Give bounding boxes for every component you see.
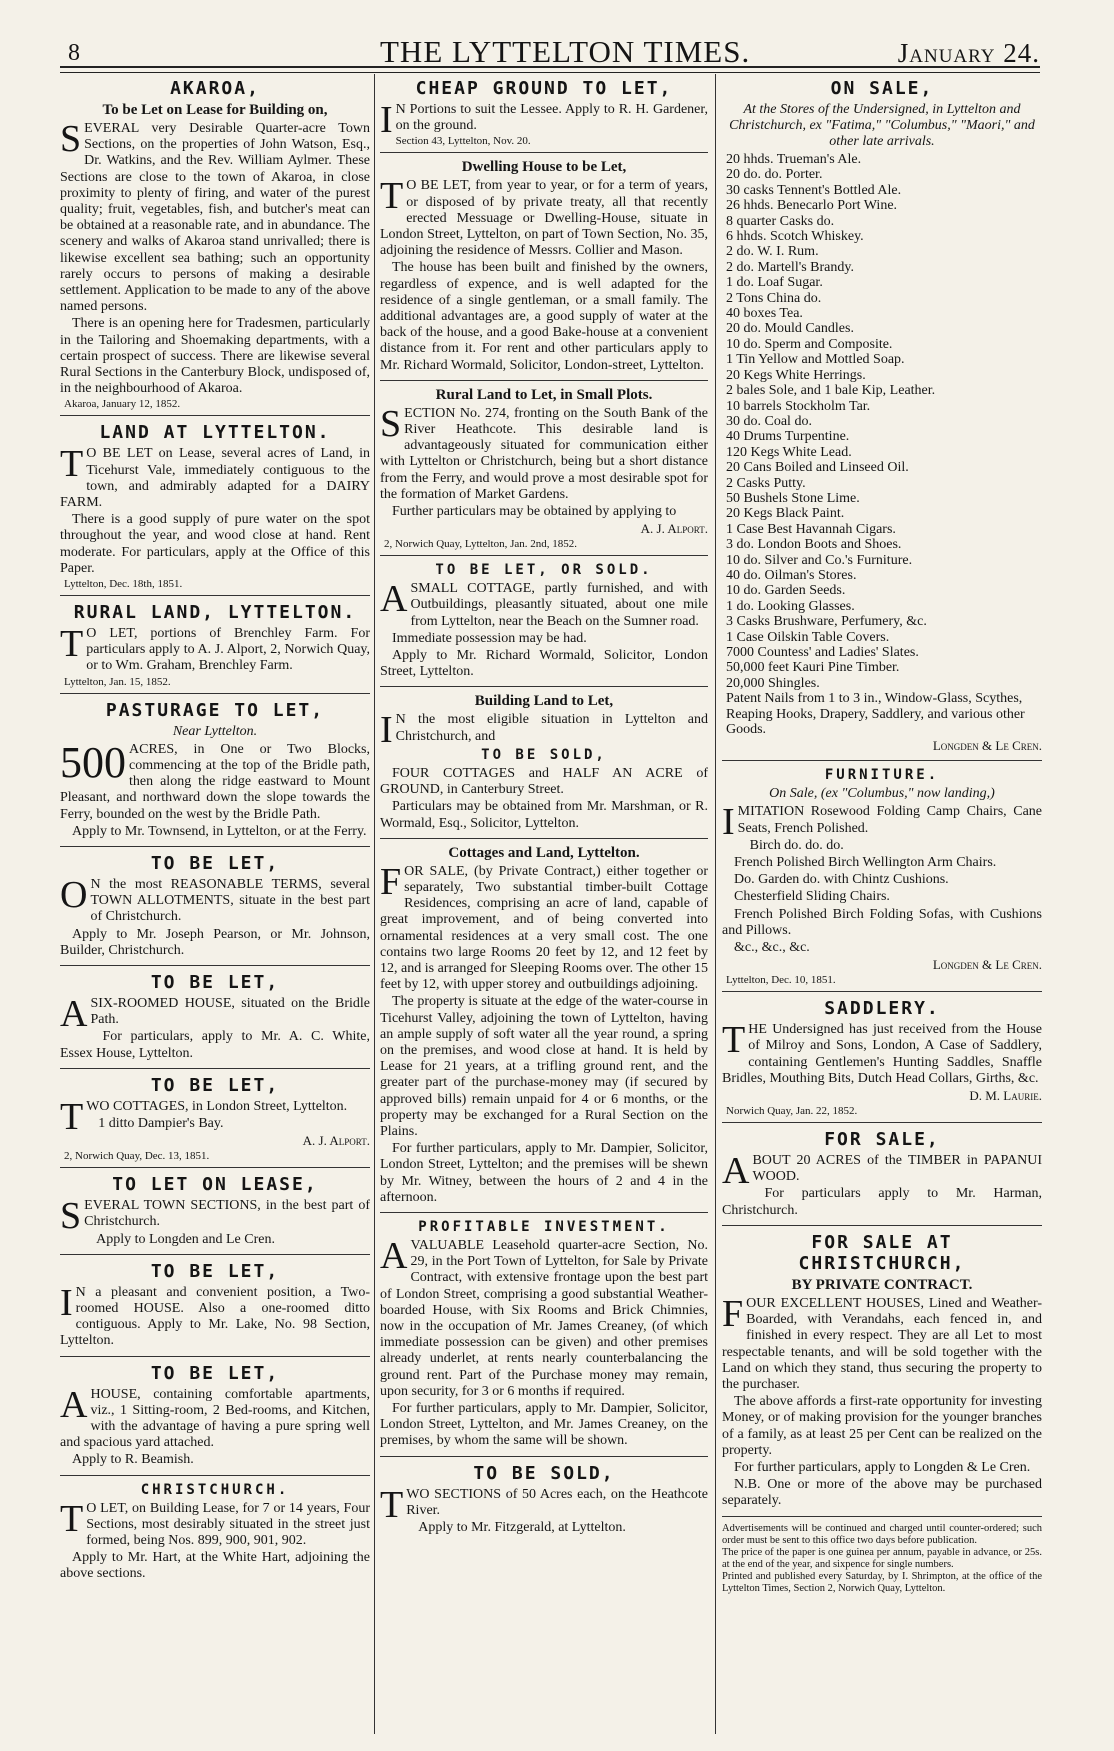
drop-cap: I [722, 801, 735, 844]
dateline: Norwich Quay, Jan. 22, 1852. [726, 1105, 858, 1118]
goods-item: 2 bales Sole, and 1 bale Kip, Leather. [726, 383, 936, 399]
advertisement [60, 1363, 370, 1476]
notice-line: The price of the paper is one guinea per annum, payable in advance, or 25s. at the end of the year, and sixpence for single numbers. [722, 1546, 1042, 1570]
advertisement [380, 387, 708, 556]
advertisement [60, 602, 370, 694]
ad-subheading: Building Land to Let, [474, 693, 614, 710]
drop-cap: I [60, 1281, 73, 1324]
column-1 [60, 76, 370, 1595]
paragraph-text: 1 ditto Dampier's Bay. [98, 1115, 224, 1131]
ad-paragraph [60, 992, 370, 1035]
paragraph-text: SMALL COTTAGE, partly furnished, and with Outbuildings, pleasantly situated, about one mile from Lyttelton, near the Beach on the Sumner road. [410, 581, 708, 629]
goods-item: 20 Kegs Black Paint. [726, 506, 845, 522]
ad-heading: FURNITURE. [824, 767, 940, 784]
ad-heading: TO BE LET, [150, 1074, 280, 1096]
ad-paragraph [60, 1497, 370, 1550]
paragraph-text: ECTION No. 274, fronting on the South Bank of the River Heathcote. This desirable land is advantageously situated for communication either with Lyttelton or Christchurch, being but a short distance from the Ferry, and would prove a most desirable spot for the formation of Market Gardens. [380, 405, 708, 502]
ad-paragraph [722, 1186, 1042, 1218]
ad-paragraph [722, 889, 1042, 905]
advertisement [60, 1261, 370, 1357]
drop-cap: 500 [60, 737, 126, 787]
ad-paragraph [722, 1460, 1042, 1476]
paragraph-text: SIX-ROOMED HOUSE, situated on the Bridle Path. [90, 995, 370, 1028]
goods-item: 20 do. Mould Candles. [726, 321, 854, 337]
paragraph-text: Apply to Mr. Joseph Pearson, or Mr. Johnson, Builder, Christchurch. [60, 926, 370, 958]
advertisement [722, 78, 1042, 761]
drop-cap: I [380, 99, 393, 141]
ad-paragraph [60, 512, 370, 577]
paragraph-text: French Polished Birch Folding Sofas, with Cushions and Pillows. [722, 906, 1042, 938]
ad-paragraph [380, 1520, 708, 1536]
paragraph-text: WO COTTAGES, in London Street, Lyttelton. [86, 1098, 348, 1114]
goods-item: 2 Casks Putty. [726, 475, 806, 491]
ad-paragraph: Particulars may be obtained from Mr. Marshman, or R. Wormald, Esq., Solicitor, Lyttelton. [380, 799, 708, 831]
dateline: Lyttelton, Dec. 18th, 1851. [64, 578, 183, 591]
paragraph-text: There is a good supply of pure water on the spot throughout the year, and wood close at hand. Rent moderate. For particulars, apply at the Office of this Paper. [60, 512, 370, 576]
ad-paragraph [60, 1195, 370, 1238]
paragraph-text: N.B. One or more of the above may be purchased separately. [722, 1477, 1042, 1509]
goods-item: 3 do. London Boots and Shoes. [726, 537, 902, 553]
ad-heading: TO BE LET, [150, 971, 280, 993]
goods-item: 10 do. Silver and Co.'s Furniture. [726, 552, 913, 568]
column-3 [722, 76, 1042, 1595]
ad-heading: CHEAP GROUND TO LET, [415, 78, 673, 99]
ad-heading: RURAL LAND, LYTTELTON. [73, 602, 357, 624]
ad-paragraph [722, 1477, 1042, 1509]
advertisement [722, 1129, 1042, 1226]
ad-heading: TO BE SOLD, [473, 1462, 615, 1484]
ad-paragraph [380, 994, 708, 1140]
paragraph-text: HOUSE, containing comfortable apartments, viz., 1 Sitting-room, 2 Bed-rooms, and Kitchen, with the advantage of having a pure spring well and spacious yard attached. [60, 1386, 370, 1451]
ad-heading: PASTURAGE TO LET, [105, 699, 325, 721]
paragraph-text: WO SECTIONS of 50 Acres each, on the Heathcote River. [406, 1486, 708, 1518]
ad-paragraph [380, 1234, 708, 1400]
signature: D. M. Laurie. [969, 1088, 1042, 1104]
ad-paragraph [380, 504, 708, 520]
advertisement [380, 1463, 708, 1543]
goods-item: 1 do. Loaf Sugar. [726, 275, 823, 291]
paragraph-text: N the most REASONABLE TERMS, several TOWN ALLOTMENTS, situate in the best part of Christchurch. [90, 876, 370, 925]
goods-item: 10 barrels Stockholm Tar. [726, 398, 871, 414]
goods-item: 1 do. Looking Glasses. [726, 598, 855, 614]
ad-italic-line: Near Lyttelton. [172, 723, 258, 739]
column-2 [380, 76, 708, 1548]
dateline: Lyttelton, Jan. 15, 1852. [64, 675, 171, 688]
ad-paragraph [60, 1281, 370, 1350]
goods-item: 1 Case Oilskin Table Covers. [726, 629, 890, 645]
ad-paragraph [60, 927, 370, 959]
advertisement [60, 1482, 370, 1589]
ad-heading: TO BE LET, [150, 852, 280, 874]
paragraph-text: BOUT 20 ACRES of the TIMBER in PAPANUI WOOD. [752, 1153, 1042, 1185]
ad-paragraph [722, 940, 1042, 956]
ad-paragraph [60, 443, 370, 511]
signature: Longden & Le Cren. [932, 957, 1042, 973]
paragraph-text: OUR EXCELLENT HOUSES, Lined and Weather-Boarded, with Verandahs, each fenced in, and finished in every respect. They are all Let to most respectable tenants, and will be sold together with the Land on which they stand, thus securing the property to the purchaser. [722, 1295, 1042, 1392]
goods-item: 20 hhds. Trueman's Ale. [726, 152, 862, 167]
ad-subheading: Dwelling House to be Let, [461, 159, 627, 176]
issue-date: January 24. [897, 38, 1040, 68]
goods-item: 20 do. do. Porter. [726, 167, 823, 183]
drop-cap: T [60, 623, 84, 666]
paragraph-text: Birch do. do. do. [749, 837, 844, 853]
ad-paragraph [722, 838, 1042, 854]
paragraph-text: ACRES, in One or Two Blocks, commencing at the top of the Bridle path, then along the ridge eastward to Mount Pleasant, and northward down the slope towards the Ferry, bounded on the west by the Bridle Path. [60, 741, 370, 822]
paragraph-text: O BE LET on Lease, several acres of Land, in Ticehurst Vale, immediately contiguous to the town, and admirably adapted for a DAIRY FARM. [60, 446, 370, 511]
ad-paragraph [60, 1550, 370, 1582]
paragraph-text: For further particulars, apply to Mr. Dampier, Solicitor, London Street, Lyttelton, and Mr. James Creaney, on the premises, by whom the same will be shown. [380, 1401, 708, 1449]
goods-item: 120 Kegs White Lead. [726, 444, 852, 460]
ad-subheading: BY PRIVATE CONTRACT. [791, 1276, 973, 1293]
masthead-rule [60, 66, 1040, 73]
paragraph-text: For particulars apply to Mr. Harman, Christchurch. [722, 1186, 1042, 1218]
goods-item: 2 do. Martell's Brandy. [726, 259, 854, 275]
goods-item: 20 Kegs White Herrings. [726, 367, 866, 383]
ad-heading: CHRISTCHURCH. [140, 1481, 290, 1498]
advertisement [722, 767, 1042, 992]
drop-cap: O [60, 873, 88, 916]
drop-cap: A [380, 578, 408, 621]
drop-cap: I [380, 709, 393, 752]
ad-paragraph [380, 631, 708, 647]
advertisement [60, 700, 370, 847]
goods-item: 8 quarter Casks do. [726, 213, 835, 229]
goods-item: 7000 Countess' and Ladies' Slates. [726, 645, 919, 660]
signature: A. J. Alport. [302, 1133, 370, 1149]
paragraph-text: N Portions to suit the Lessee. Apply to R. H. Gardener, on the ground. [395, 102, 708, 134]
paragraph-text: Chesterfield Sliding Chairs. [734, 889, 890, 905]
ad-paragraph [60, 737, 370, 823]
publication-notice [722, 1523, 1042, 1595]
paragraph-text: French Polished Birch Wellington Arm Chairs. [734, 855, 997, 871]
signature: A. J. Alport. [640, 521, 708, 537]
goods-item: 26 hhds. Benecarlo Port Wine. [726, 198, 898, 214]
goods-item: 2 Tons China do. [726, 290, 822, 306]
advertisement [60, 78, 370, 416]
drop-cap: A [60, 992, 88, 1035]
ad-heading: TO BE LET, [150, 1260, 280, 1282]
notice-line: Printed and published every Saturday, by I. Shrimpton, at the office of the Lyttelton Times, Section 2, Norwich Quay, Lyttelton. [722, 1570, 1042, 1594]
paragraph-text: &c., &c., &c. [734, 940, 810, 956]
ad-heading: FOR SALE, [824, 1129, 940, 1151]
ad-paragraph [60, 316, 370, 397]
ad-italic-line: On Sale, (ex "Columbus," now landing,) [769, 786, 995, 802]
drop-cap: T [60, 443, 84, 486]
goods-item: Patent Nails from 1 to 3 in., Window-Glass, Scythes, Reaping Hooks, Drapery, Saddlery, and various other Goods. [726, 691, 1025, 738]
goods-item: 1 Tin Yellow and Mottled Soap. [726, 352, 905, 368]
ad-heading: SADDLERY. [824, 998, 940, 1020]
goods-list [726, 152, 1042, 737]
ad-paragraph [380, 402, 708, 503]
dateline: 2, Norwich Quay, Dec. 13, 1851. [64, 1150, 210, 1163]
drop-cap: A [380, 1234, 408, 1277]
paragraph-text: Apply to R. Beamish. [72, 1452, 194, 1468]
dateline: Section 43, Lyttelton, Nov. 20. [395, 135, 531, 148]
ad-italic-line: At the Stores of the Undersigned, in Lyttelton and Christchurch, ex "Fatima," "Columbus," "Maori," and other late arrivals. [729, 102, 1035, 149]
ad-paragraph [60, 1116, 370, 1132]
advertisement [60, 853, 370, 966]
goods-item: 40 Drums Turpentine. [726, 429, 850, 445]
ad-heading: TO BE LET, [150, 1362, 280, 1384]
goods-item: 20,000 Shingles. [726, 675, 820, 691]
ad-subheading: Rural Land to Let, in Small Plots. [435, 386, 653, 403]
drop-cap: A [60, 1383, 88, 1426]
ad-paragraph [380, 260, 708, 373]
ad-paragraph [60, 118, 370, 315]
ad-paragraph [380, 175, 708, 259]
drop-cap: S [60, 1195, 82, 1238]
paragraph-text: Apply to Longden and Le Cren. [96, 1231, 275, 1247]
paragraph-text: There is an opening here for Tradesmen, particularly in the Tailoring and Shoemaking departments, with a certain prospect of success. There are likewise several Rural Sections in the Canterbury Block, undisposed of, in the neighbourhood of Akaroa. [60, 316, 370, 397]
drop-cap: F [722, 1292, 744, 1335]
paragraph-text: N a pleasant and convenient position, a Two-roomed HOUSE. Also a one-roomed ditto contiguous. Apply to Mr. Lake, No. 98 Section, Lyttelton. [60, 1284, 370, 1349]
ad-paragraph [722, 1150, 1042, 1193]
ad-paragraph [380, 1141, 708, 1206]
goods-item: 6 hhds. Scotch Whiskey. [726, 229, 864, 245]
ad-paragraph [722, 855, 1042, 871]
advertisement [380, 1219, 708, 1457]
paragraph-text: Apply to Mr. Townsend, in Lyttelton, or at the Ferry. [72, 823, 367, 839]
ad-paragraph [380, 578, 708, 630]
advertisement [722, 1232, 1042, 1517]
paragraph-text: HE Undersigned has just received from the House of Milroy and Sons, London, A Case of Saddlery, containing Gentlemen's Hunting Saddles, Snaffle Bridles, Mouthing Bits, Dutch Head Collars, Girths, &c. [722, 1022, 1042, 1086]
paragraph-text: Apply to Mr. Hart, at the White Hart, adjoining the above sections. [60, 1550, 370, 1582]
paragraph-text: For further particulars, apply to Mr. Dampier, Solicitor, London Street, Lyttelton; and the premises will be shewn by Mr. Witney, between the hours of 2 and 4 in the afternoon. [380, 1141, 708, 1205]
ad-heading: TO BE LET, OR SOLD. [435, 562, 653, 579]
paragraph-text: MITATION Rosewood Folding Camp Chairs, Cane Seats, French Polished. [737, 804, 1042, 836]
advertisement [380, 562, 708, 687]
ad-paragraph [380, 860, 708, 994]
ad-paragraph [722, 1019, 1042, 1087]
paragraph-text: O BE LET, from year to year, or for a term of years, or disposed of by private treaty, all that recently erected Messuage or Dwelling-House, situate in London Street, Lyttelton, on part of Town Section, No. 35, adjoining the residence of Messrs. Collier and Mason. [380, 178, 708, 259]
masthead [40, 22, 1040, 69]
dateline: Lyttelton, Dec. 10, 1851. [726, 974, 836, 987]
paragraph-text: VALUABLE Leasehold quarter-acre Section, No. 29, in the Port Town of Lyttelton, for Sale by Private Contract, with extensive frontage upon the best part of London Street, comprising a good substantial Weather-boarded House, with Six Rooms and Brick Chimnies, now in the occupation of Mr. James Creaney, (of which immediate possession can be given) and other premises already underlet, at rents nearly counterbalancing the ground rent. Part of the Purchase money may remain, upon security, for 3 or 6 months if required. [380, 1237, 708, 1399]
paragraph-text: Do. Garden do. with Chintz Cushions. [734, 872, 949, 888]
dateline: Akaroa, January 12, 1852. [64, 398, 181, 411]
paragraph-text: EVERAL TOWN SECTIONS, in the best part of Christchurch. [84, 1198, 370, 1230]
goods-item: 30 casks Tennent's Bottled Ale. [726, 182, 902, 198]
advertisement [60, 972, 370, 1069]
ad-paragraph [60, 1232, 370, 1248]
paragraph-text: The above affords a first-rate opportunity for investing Money, or of making provision for the younger branches of a family, as at least 25 per Cent can be realized on the property. [722, 1394, 1042, 1458]
ad-paragraph [60, 1452, 370, 1468]
paragraph-text: Apply to Mr. Fitzgerald, at Lyttelton. [418, 1520, 626, 1536]
paragraph-text: N the most eligible situation in Lyttelton and Christchurch, and [395, 712, 708, 744]
drop-cap: S [60, 118, 82, 160]
ad-paragraph [60, 873, 370, 926]
drop-cap: T [380, 175, 404, 218]
drop-cap: F [380, 860, 402, 903]
paragraph-text: Immediate possession may be had. [392, 630, 587, 646]
paragraph-text: The property is situate at the edge of the water-course in Ticehurst Valley, adjoining the town of Lyttelton, having an ample supply of soft water all the year round, a spring on the premises, and wood close at hand. It is held by Lease for 21 years, at a trifling ground rent, and the greater part of the purchase-money may (if secured by approved bills) remain unpaid for 4 or 6 months, or the property may be exchanged for a Rural Section on the Plains. [380, 994, 708, 1139]
goods-item: 50,000 feet Kauri Pine Timber. [726, 660, 900, 676]
advertisement [380, 845, 708, 1213]
advertisement [722, 998, 1042, 1123]
ad-paragraph [722, 872, 1042, 888]
advertisement [380, 159, 708, 380]
paragraph-text: OR SALE, (by Private Contract,) either together or separately, Two substantial timber-built Cottage Residences, comprising an acre of land, capable of great improvement, and of being converted into ornamental residences at a very small cost. The one contains two large Rooms 20 feet by 12, and 12 feet by 12, and is arranged for Sleeping Rooms over. The other 15 feet by 12, with upper storey and outbuildings adjoining. [380, 863, 708, 993]
ad-paragraph [60, 1383, 370, 1452]
signature: Longden & Le Cren. [932, 738, 1042, 754]
dateline: 2, Norwich Quay, Lyttelton, Jan. 2nd, 1852. [384, 538, 577, 551]
ad-heading: PROFITABLE INVESTMENT. [418, 1218, 670, 1235]
ad-paragraph [722, 1292, 1042, 1393]
ad-heading: TO LET ON LEASE, [112, 1174, 318, 1196]
ad-heading: ON SALE, [830, 78, 934, 99]
column-rule [374, 74, 375, 1734]
goods-item: 2 do. W. I. Rum. [726, 244, 819, 260]
ad-heading: LAND AT LYTTELTON. [99, 422, 331, 444]
ad-heading: AKAROA, [170, 78, 260, 99]
drop-cap: T [722, 1019, 746, 1062]
column-rule [715, 74, 716, 1734]
ad-paragraph [60, 1029, 370, 1061]
goods-item: 30 do. Coal do. [726, 413, 812, 429]
drop-cap: S [380, 402, 402, 445]
ad-paragraph [380, 99, 708, 141]
drop-cap: T [60, 1497, 84, 1540]
ad-heading: FOR SALE AT CHRISTCHURCH, [798, 1231, 966, 1274]
ad-paragraph [380, 1401, 708, 1450]
ad-paragraph [380, 648, 708, 680]
ad-paragraph [722, 907, 1042, 939]
goods-item: 10 do. Sperm and Composite. [726, 336, 893, 352]
paragraph-text: For further particulars, apply to Longden & Le Cren. [734, 1459, 1031, 1475]
goods-item: 40 do. Oilman's Stores. [726, 567, 857, 583]
ad-paragraph [722, 1394, 1042, 1459]
paragraph-text: O LET, on Building Lease, for 7 or 14 years, Four Sections, most desirably situated in the street just formed, being Nos. 899, 900, 901, 902. [86, 1500, 370, 1548]
ad-paragraph [380, 1483, 708, 1526]
advertisement [380, 78, 708, 153]
drop-cap: T [380, 1483, 404, 1526]
paragraph-text: The house has been built and finished by the owners, regardless of expence, and is well adapted for the residence of a single gentleman, or a small family. The additional advantages are, a good supply of water at the back of the house, and a good Bake-house at a convenient distance from it. For rent and other particulars apply to Mr. Richard Wormald, Solicitor, London-street, Lyttelton. [380, 260, 708, 373]
ad-paragraph [722, 801, 1042, 844]
paragraph-text: For particulars, apply to Mr. A. C. White, Essex House, Lyttelton. [60, 1029, 370, 1061]
goods-item: 20 Cans Boiled and Linseed Oil. [726, 460, 909, 476]
paragraph-text: Further particulars may be obtained by applying to [392, 504, 677, 520]
ad-paragraph [60, 824, 370, 840]
ad-subheading: Cottages and Land, Lyttelton. [448, 844, 640, 861]
goods-item: 1 Case Best Havannah Cigars. [726, 521, 896, 537]
advertisement [380, 693, 708, 838]
advertisement [60, 1075, 370, 1168]
notice-line: Advertisements will be continued and charged until counter-ordered; such order must be sent to this office two days before publication. [722, 1522, 1042, 1546]
paragraph-text: O LET, portions of Brenchley Farm. For particulars apply to A. J. Alport, 2, Norwich Quay, or to Wm. Graham, Brenchley Farm. [86, 626, 370, 674]
goods-item: 50 Bushels Stone Lime. [726, 490, 860, 506]
ad-paragraph [380, 709, 708, 752]
paragraph-text: EVERAL very Desirable Quarter-acre Town Sections, on the properties of John Watson, Esq., Dr. Watkins, and the Rev. William Aylmer. These Sections are close to the town of Akaroa, in close proximity to plenty of firing, and water of the purest quality; fruit, vegetables, fish, and butcher's meat can be obtained at a reasonable rate, and in abundance. The scenery and walks of Akaroa stand unrivalled; there is likewise excellent sea bathing; such an opportunity rarely occurs to persons of making a desirable settlement. Application to be made to any of the above named persons. [60, 121, 370, 315]
paragraph-text: Apply to Mr. Richard Wormald, Solicitor, London Street, Lyttelton. [380, 648, 708, 680]
goods-item: 10 do. Garden Seeds. [726, 583, 846, 599]
advertisement [60, 422, 370, 596]
ad-subheading: To be Let on Lease for Building on, [102, 102, 328, 118]
ad-paragraph [60, 623, 370, 675]
goods-item: 40 boxes Tea. [726, 306, 803, 322]
ad-heading: TO BE SOLD, [481, 746, 607, 763]
ad-paragraph: FOUR COTTAGES and HALF AN ACRE of GROUND, in Canterbury Street. [380, 765, 708, 798]
page-number: 8 [68, 40, 80, 66]
advertisement [60, 1174, 370, 1255]
drop-cap: T [60, 1095, 84, 1138]
paper-title: THE LYTTELTON TIMES. [380, 34, 751, 69]
goods-item: 3 Casks Brushware, Perfumery, &c. [726, 614, 927, 630]
drop-cap: A [722, 1150, 750, 1193]
